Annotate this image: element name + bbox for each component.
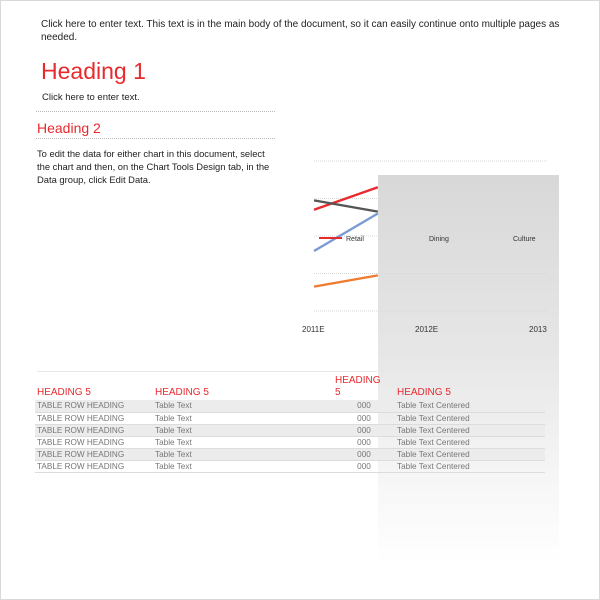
table-row	[35, 424, 545, 436]
table-cell: Table Text Centered	[395, 436, 545, 448]
table-row-heading: TABLE ROW HEADING	[35, 400, 153, 412]
x-tick-label: 2011E	[302, 325, 325, 334]
table-cell: Table Text Centered	[395, 412, 545, 424]
table-header: HEADING 5	[397, 387, 451, 398]
table-cell: Table Text Centered	[395, 424, 545, 436]
table-row-heading: TABLE ROW HEADING	[35, 424, 153, 436]
data-table	[35, 375, 545, 473]
table-cell: 000	[333, 460, 395, 472]
table-cell: Table Text	[153, 448, 333, 460]
x-tick-label: 2012E	[415, 325, 439, 334]
table-header-row	[35, 375, 545, 400]
table-row	[35, 436, 545, 448]
click-to-enter-text[interactable]: Click here to enter text.	[42, 92, 140, 103]
table-header: HEADING 5	[37, 387, 91, 398]
series-line-2	[314, 214, 378, 252]
table-cell: Table Text Centered	[395, 448, 545, 460]
table-cell: Table Text Centered	[395, 460, 545, 472]
table-row	[35, 400, 545, 412]
series-line-3	[314, 275, 378, 286]
table-row-heading: TABLE ROW HEADING	[35, 412, 153, 424]
heading-1: Heading 1	[41, 58, 146, 84]
x-tick-label: 2013	[529, 325, 547, 334]
table-cell: 000	[333, 412, 395, 424]
table-cell: Table Text	[153, 412, 333, 424]
table-header	[333, 375, 395, 400]
legend-label: Culture	[513, 236, 536, 243]
table-cell: 000	[333, 436, 395, 448]
table-separator	[37, 371, 377, 372]
table-cell: Table Text	[153, 424, 333, 436]
table-row-heading: TABLE ROW HEADING	[35, 436, 153, 448]
table-row-heading: TABLE ROW HEADING	[35, 460, 153, 472]
table-row	[35, 448, 545, 460]
table-cell: 000	[333, 448, 395, 460]
table-cell: 000	[333, 424, 395, 436]
chart-instructions: To edit the data for either chart in this document, select the chart and then, on the Chart Tools Design tab, in the Data group, click Edit Data.	[37, 148, 270, 185]
table-header-text: HEADING 5	[335, 375, 381, 398]
table-row-heading: TABLE ROW HEADING	[35, 448, 153, 460]
table-cell: Table Text	[153, 460, 333, 472]
line-chart[interactable]	[1, 1, 600, 600]
table-cell: Table Text	[153, 400, 333, 412]
intro-text[interactable]: Click here to enter text. This text is in the main body of the document, so it can easily continue onto multiple pages as needed.	[41, 19, 560, 43]
table-row	[35, 412, 545, 424]
table-row	[35, 460, 545, 472]
table-cell: 000	[333, 400, 395, 412]
table-cell: Table Text Centered	[395, 400, 545, 412]
table-header: HEADING 5	[155, 387, 209, 398]
legend-label: Retail	[346, 236, 364, 243]
table-cell: Table Text	[153, 436, 333, 448]
legend-label: Dining	[429, 236, 449, 243]
heading-2: Heading 2	[37, 120, 101, 136]
